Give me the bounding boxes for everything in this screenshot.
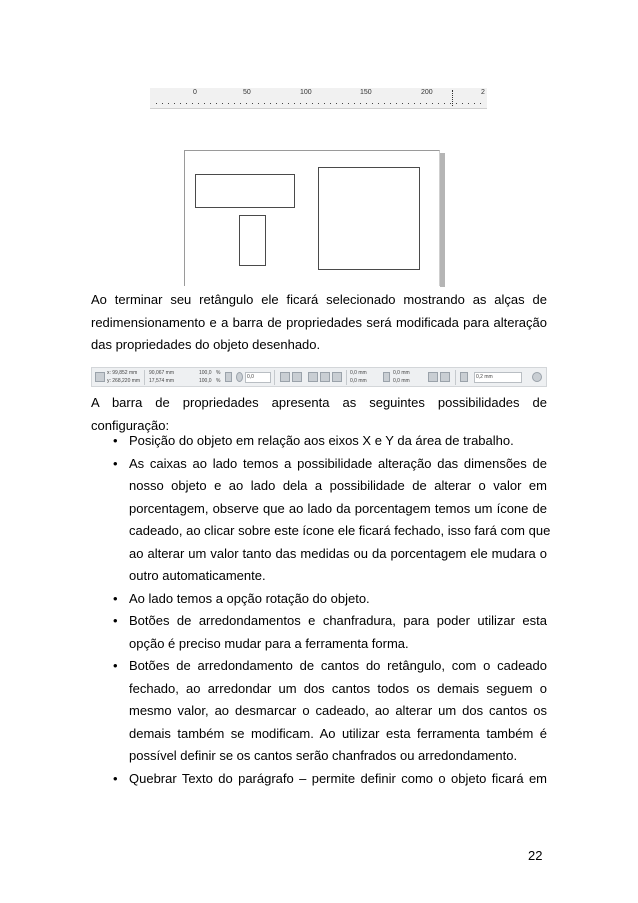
ruler-minor-tick	[156, 103, 157, 104]
rotation-field[interactable]: 0,0	[245, 372, 271, 383]
relative-scale-icon[interactable]	[428, 372, 438, 382]
separator	[455, 370, 456, 385]
ruler	[150, 88, 487, 109]
list-item-line: opção é preciso mudar para a ferramenta forma.	[129, 635, 409, 651]
list-item	[113, 768, 547, 791]
paragraph-line: das propriedades do objeto desenhado.	[91, 337, 321, 352]
ruler-minor-tick	[396, 103, 397, 104]
ruler-minor-tick	[438, 103, 439, 104]
position-icon[interactable]	[95, 372, 105, 382]
ruler-minor-tick	[390, 103, 391, 104]
ruler-minor-tick	[456, 103, 457, 104]
separator	[346, 370, 347, 385]
ruler-minor-tick	[252, 103, 253, 104]
ruler-minor-tick	[300, 103, 301, 104]
scale-x-field[interactable]: 100,0	[199, 370, 212, 376]
ruler-minor-tick	[162, 103, 163, 104]
outline-width-select[interactable]: 0,2 mm	[474, 372, 522, 383]
scallop-corner-icon[interactable]	[320, 372, 330, 382]
corner-top-right-field[interactable]: 0,0 mm	[393, 370, 410, 376]
corner-bottom-left-field[interactable]: 0,0 mm	[350, 378, 367, 384]
paragraph-line: A barra de propriedades apresenta as seguintes possibilidades de	[91, 395, 547, 410]
ruler-minor-tick	[360, 103, 361, 104]
rectangle-wide	[195, 174, 295, 208]
y-position-field[interactable]: y: 268,220 mm	[107, 378, 141, 384]
ruler-label: 200	[421, 89, 433, 96]
height-field[interactable]: 17,574 mm	[149, 378, 175, 384]
ruler-minor-tick	[288, 103, 289, 104]
ruler-minor-tick	[240, 103, 241, 104]
ruler-minor-tick	[342, 103, 343, 104]
ruler-minor-tick	[258, 103, 259, 104]
x-position-field[interactable]: x: 99,852 mm	[107, 370, 138, 376]
corner-top-left-field[interactable]: 0,0 mm	[350, 370, 367, 376]
ruler-minor-tick	[330, 103, 331, 104]
list-item-line: fechado, ao arredondar um dos cantos todos os demais seguem o	[129, 680, 547, 696]
ruler-minor-tick	[444, 103, 445, 104]
ruler-minor-tick	[480, 103, 481, 104]
ruler-minor-tick	[198, 103, 199, 104]
list-item-line: porcentagem, observe que ao lado da porcentagem temos um ícone de	[129, 500, 547, 516]
bullet-icon: •	[113, 613, 118, 628]
list-item	[113, 430, 547, 453]
separator	[274, 370, 275, 385]
ruler-label: 0	[193, 89, 197, 96]
ruler-label: 50	[243, 89, 251, 96]
ruler-minor-tick	[426, 103, 427, 104]
ruler-minor-tick	[186, 103, 187, 104]
ruler-minor-tick	[318, 103, 319, 104]
ruler-minor-tick	[324, 103, 325, 104]
ruler-minor-tick	[450, 103, 451, 104]
corner-bottom-right-field[interactable]: 0,0 mm	[393, 378, 410, 384]
ruler-minor-tick	[276, 103, 277, 104]
bullet-icon: •	[113, 658, 118, 673]
paragraph-line: Ao terminar seu retângulo ele ficará selecionado mostrando as alças de	[91, 292, 547, 307]
page-shadow	[440, 153, 445, 287]
paragraph-line: configuração:	[91, 417, 170, 433]
bullet-icon: •	[113, 455, 118, 471]
ruler-minor-tick	[468, 103, 469, 104]
list-item-line: cadeado, ao clicar sobre este ícone ele ficará fechado, isso fará com que	[129, 523, 551, 538]
list-item-line: possível definir se os cantos serão chanfrados ou arredondamento.	[129, 748, 518, 763]
ruler-minor-tick	[384, 103, 385, 104]
ruler-minor-tick	[402, 103, 403, 104]
ruler-minor-tick	[216, 103, 217, 104]
wrap-text-icon[interactable]	[440, 372, 450, 382]
mirror-vertical-icon[interactable]	[292, 372, 302, 382]
ruler-minor-tick	[294, 103, 295, 104]
ruler-minor-tick	[420, 103, 421, 104]
list-item-line: Posição do objeto em relação aos eixos X e Y da área de trabalho.	[129, 433, 514, 448]
list-item-line: Botões de arredondamento de cantos do retângulo, com o cadeado	[129, 658, 547, 673]
rectangle-tall	[239, 215, 266, 266]
list-item-line: Quebrar Texto do parágrafo – permite definir como o objeto ficará em	[129, 770, 547, 786]
list-item	[113, 453, 551, 588]
property-bar	[91, 367, 547, 387]
ruler-minor-tick	[378, 103, 379, 104]
list-item-line: Botões de arredondamentos e chanfradura, para poder utilizar esta	[129, 613, 547, 628]
list-item	[113, 588, 547, 611]
intro-paragraph	[91, 289, 547, 357]
list-item	[113, 655, 547, 768]
ruler-minor-tick	[408, 103, 409, 104]
bullet-list	[113, 430, 551, 790]
list-item-line: Ao lado temos a opção rotação do objeto.	[129, 590, 370, 606]
list-item-line: ao alterar um valor tanto das medidas ou da porcentagem ele mudara o	[129, 545, 547, 561]
ruler-minor-tick	[228, 103, 229, 104]
bullet-icon: •	[113, 590, 118, 606]
ruler-minor-tick	[306, 103, 307, 104]
ruler-minor-tick	[210, 103, 211, 104]
separator	[144, 370, 145, 385]
ruler-minor-tick	[414, 103, 415, 104]
ruler-minor-tick	[474, 103, 475, 104]
list-item-line: nosso objeto e ao lado dela a possibilidade de alterar o valor em	[129, 478, 547, 493]
ruler-minor-tick	[336, 103, 337, 104]
ruler-minor-tick	[168, 103, 169, 104]
ruler-minor-tick	[270, 103, 271, 104]
list-item-line: outro automaticamente.	[129, 568, 266, 583]
list-item	[113, 610, 547, 655]
ruler-minor-tick	[180, 103, 181, 104]
square	[318, 167, 420, 270]
scale-y-field[interactable]: 100,0	[199, 378, 212, 384]
percent-label: %	[216, 378, 221, 384]
ruler-minor-tick	[432, 103, 433, 104]
ruler-minor-tick	[192, 103, 193, 104]
lock-icon[interactable]	[225, 372, 232, 382]
paragraph-line: redimensionamento e a barra de propriedades será modificada para alteração	[91, 314, 547, 330]
width-field[interactable]: 90,067 mm	[149, 370, 175, 376]
ruler-minor-tick	[312, 103, 313, 104]
settings-icon[interactable]	[532, 372, 542, 382]
ruler-guide-marker	[452, 90, 455, 106]
mirror-horizontal-icon[interactable]	[280, 372, 290, 382]
ruler-minor-tick	[234, 103, 235, 104]
ruler-minor-tick	[366, 103, 367, 104]
drawing-area	[184, 150, 446, 287]
ruler-label: 2	[481, 89, 485, 96]
ruler-minor-tick	[282, 103, 283, 104]
ruler-minor-tick	[246, 103, 247, 104]
ruler-minor-tick	[462, 103, 463, 104]
percent-label: %	[216, 370, 221, 376]
ruler-minor-tick	[222, 103, 223, 104]
page-number: 22	[528, 848, 543, 863]
round-corner-icon[interactable]	[308, 372, 318, 382]
outline-width-icon	[460, 372, 468, 382]
list-item-line: demais também se modificam. Ao utilizar esta ferramenta também é	[129, 725, 547, 741]
bullet-icon: •	[113, 433, 118, 448]
rotate-icon	[236, 372, 243, 382]
chamfer-corner-icon[interactable]	[332, 372, 342, 382]
list-item-line: As caixas ao lado temos a possibilidade alteração das dimensões de	[129, 455, 547, 471]
bullet-icon: •	[113, 770, 118, 786]
ruler-minor-tick	[174, 103, 175, 104]
ruler-label: 150	[360, 89, 372, 96]
list-item-line: mesmo valor, ao desmarcar o cadeado, ao alterar um dos cantos os	[129, 703, 547, 718]
ruler-label: 100	[300, 89, 312, 96]
ruler-minor-tick	[348, 103, 349, 104]
ruler-minor-tick	[204, 103, 205, 104]
ruler-minor-tick	[354, 103, 355, 104]
corner-lock-icon[interactable]	[383, 372, 390, 382]
ruler-minor-tick	[372, 103, 373, 104]
ruler-minor-tick	[264, 103, 265, 104]
